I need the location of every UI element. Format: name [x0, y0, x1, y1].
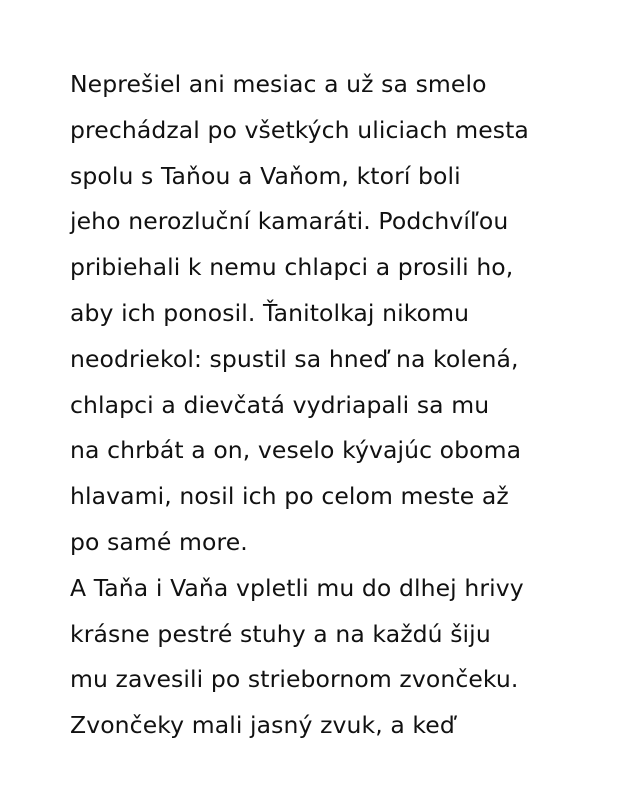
text-line-8: chlapci a dievčatá vydriapali sa mu [70, 390, 490, 419]
text-line-10: hlavami, nosil ich po celom meste až [70, 482, 509, 511]
text-line-9: na chrbát a on, veselo kývajúc oboma [70, 436, 522, 465]
text-line-1: Neprešiel ani mesiac a už sa smelo [70, 70, 487, 98]
text-line-5: pribiehali k nemu chlapci a prosili ho, [70, 253, 514, 282]
story-text [70, 62, 630, 749]
text-line-12: A Taňa i Vaňa vpletli mu do dlhej hrivy [70, 573, 524, 602]
text-line-6: aby ich ponosil. Ťanitolkaj nikomu [70, 298, 470, 327]
text-line-11: po samé more. [70, 527, 248, 556]
text-line-2: prechádzal po všetkých uliciach mesta [70, 115, 529, 144]
text-line-4: jeho nerozluční kamaráti. Podchvíľou [70, 207, 509, 236]
text-line-15: Zvončeky mali jasný zvuk, a keď [70, 711, 455, 740]
text-line-7: neodriekol: spustil sa hneď na kolená, [70, 344, 519, 373]
text-line-3: spolu s Taňou a Vaňom, ktorí boli [70, 161, 461, 190]
text-line-13: krásne pestré stuhy a na každú šiju [70, 619, 491, 648]
text-line-14: mu zavesili po striebornom zvončeku. [70, 665, 519, 694]
